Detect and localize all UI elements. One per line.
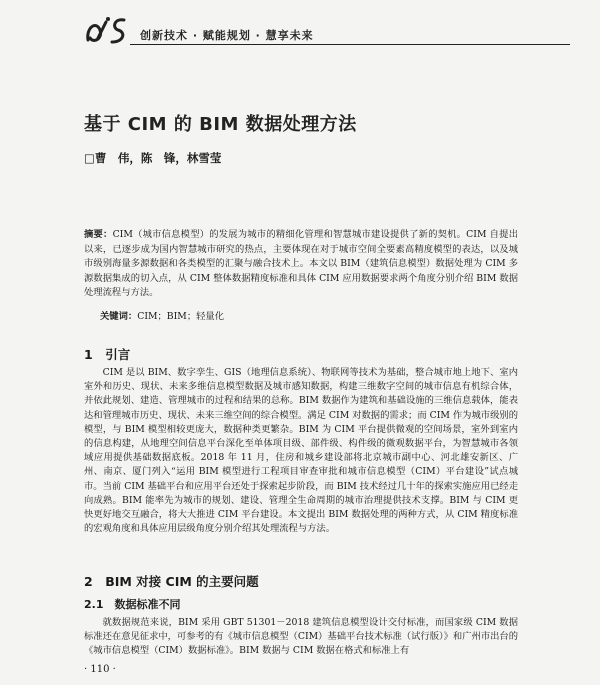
keywords <box>100 308 224 322</box>
abstract <box>84 228 518 301</box>
section-1-body <box>84 366 518 536</box>
page-number: · 110 · <box>84 664 116 675</box>
section-1-heading: 1 引言 <box>84 347 131 362</box>
article-authors: □曹 伟，陈 锋，林雪莹 <box>84 151 222 165</box>
header-rule <box>130 44 570 45</box>
section-1-paragraph: CIM 是以 BIM、数字孪生、GIS（地理信息系统）、物联网等技术为基础，整合城市地上地下、室内室外和历史、现状、未来多维信息模型数据及城市感知数据，构建三维数字空间的城市信息有机综合体，并依此规划、建造、管理城市的过程和结果的总称。BIM 数据作为建筑和基础设施的三维信息载体，能表达和管理城市历史、现状、未来三维空间的综合模型。满足 CIM 对数据的需求；而 CIM 作为城市级别的模型，与 BIM 模型相较更庞大，数据种类更繁杂。BIM 为 CIM 平台提供微观的空间场景，室外到室内的信息构建，从地理空间信息平台深化至单体项目级、部件级、构件级的微观数据平台，为智慧城市各领域应用提供基础数据底板。2018 年 11 月，住房和城乡建设部将北京城市副中心、河北雄安新区、广州、南京、厦门列入“运用 BIM 模型进行工程项目审查审批和城市信息模型（CIM）平台建设”试点城市。当前 CIM 基础平台和应用平台还处于探索起步阶段，而 BIM 技术经过几十年的探索实施应用已经走向成熟。BIM 能率先为城市的规划、建设、管理全生命周期的城市治理提供技术支撑。BIM 与 CIM 更快更好地交互融合，将大大推进 CIM 平台建设。本文提出 BIM 数据处理的两种方式，从 CIM 精度标准的宏观角度和具体应用层级角度分别介绍其处理流程与方法。 <box>84 367 518 535</box>
journal-logo <box>84 14 132 48</box>
header-slogan: 创新技术 · 赋能规划 · 慧享未来 <box>140 29 314 42</box>
abstract-text: CIM（城市信息模型）的发展为城市的精细化管理和智慧城市建设提供了新的契机。CIM 自提出以来，已逐步成为国内智慧城市研究的热点，主要体现在对于城市空间全要素高精度模型的表达，以及城市级别海量多源数据和各类模型的汇聚与融合技术上。本文以 BIM（建筑信息模型）数据处理为 CIM 多源数据集成的切入点，从 CIM 整体数据精度标准和具体 CIM 应用数据要求两个角度分别介绍 BIM 数据处理流程与方法。 <box>84 229 518 298</box>
keywords-text: CIM；BIM；轻量化 <box>137 311 225 322</box>
abstract-label: 摘要： <box>84 229 113 240</box>
section-2-1-body <box>84 616 518 659</box>
keywords-label: 关键词： <box>100 311 138 322</box>
article-title: 基于 CIM 的 BIM 数据处理方法 <box>84 114 357 135</box>
section-2-1-heading: 2.1 数据标准不同 <box>84 598 181 611</box>
section-2-heading: 2 BIM 对接 CIM 的主要问题 <box>84 574 259 589</box>
section-2-1-paragraph: 就数据规范来说，BIM 采用 GBT 51301－2018 建筑信息模型设计交付标准，而国家级 CIM 数据标准还在意见征求中，可参考的有《城市信息模型（CIM）基础平台技术标准（试行版）》和广州市出台的《城市信息模型（CIM）数据标准》。BIM 数据与 CIM 数据在格式和标准上有 <box>84 617 519 657</box>
